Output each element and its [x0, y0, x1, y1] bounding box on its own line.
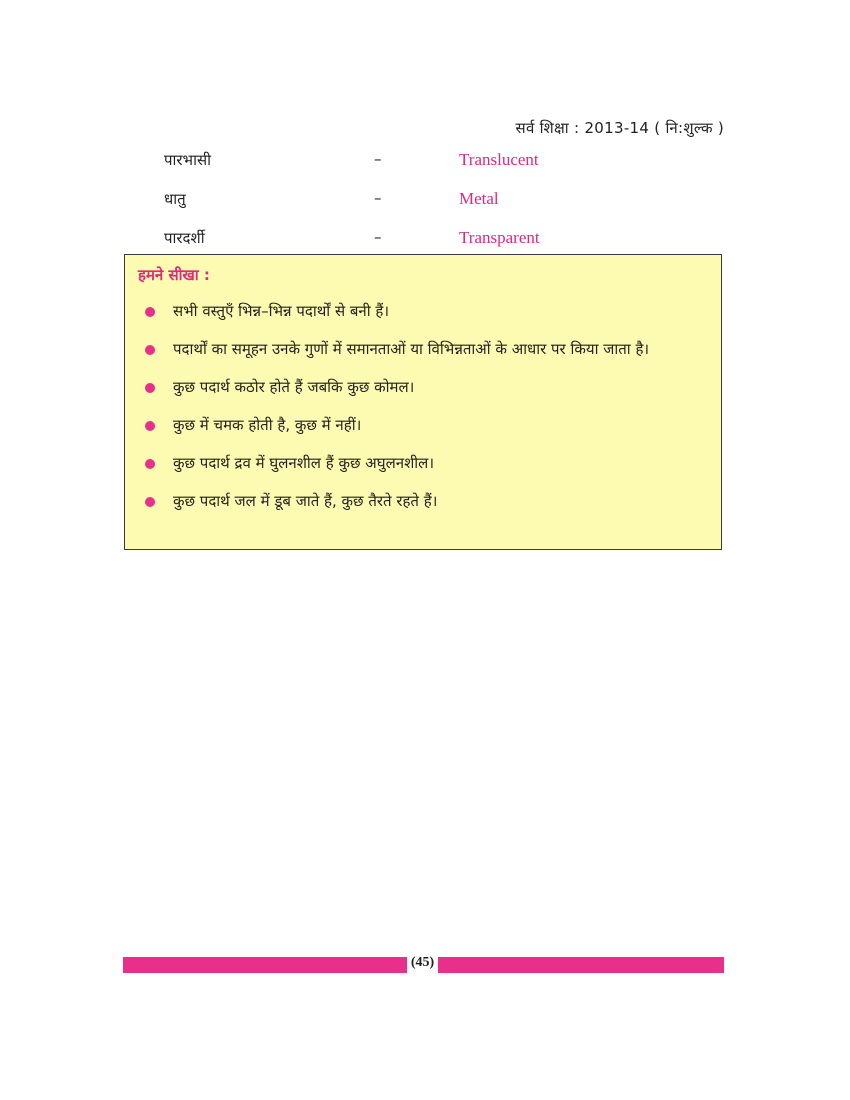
learned-item-text: कुछ पदार्थ जल में डूब जाते हैं, कुछ तैरते रहते हैं। [173, 492, 438, 510]
vocabulary-term: पारभासी [164, 151, 211, 169]
vocabulary-dash: – [374, 150, 382, 168]
learned-item-text: सभी वस्तुएँ भिन्न–भिन्न पदार्थों से बनी हैं। [173, 302, 390, 320]
learned-summary-box [124, 254, 722, 550]
page-number: (45) [410, 955, 435, 970]
bullet-icon [145, 421, 155, 431]
footer-bar-right [438, 957, 724, 973]
bullet-icon [145, 459, 155, 469]
learned-item [125, 299, 721, 324]
learned-item-text: कुछ पदार्थ कठोर होते हैं जबकि कुछ कोमल। [173, 378, 415, 396]
learned-item [125, 375, 721, 400]
bullet-icon [145, 497, 155, 507]
vocabulary-list [164, 146, 724, 263]
vocabulary-meaning: Transparent [459, 228, 540, 247]
learned-item-text: पदार्थों का समूहन उनके गुणों में समानताओं या विभिन्नताओं के आधार पर किया जाता है। [173, 340, 650, 358]
learned-item [125, 337, 721, 362]
vocabulary-dash: – [374, 189, 382, 207]
vocabulary-meaning: Translucent [459, 150, 539, 169]
vocabulary-row [164, 185, 724, 224]
learned-title: हमने सीखा : [138, 266, 210, 284]
footer-bar-left [123, 957, 407, 973]
vocabulary-term: धातु [164, 190, 186, 208]
learned-item [125, 451, 721, 476]
footer-bar [123, 957, 724, 973]
vocabulary-term: पारदर्शी [164, 229, 205, 247]
learned-item-text: कुछ में चमक होती है, कुछ में नहीं। [173, 416, 362, 434]
vocabulary-row [164, 146, 724, 185]
learned-item [125, 489, 721, 514]
bullet-icon [145, 345, 155, 355]
learned-list [125, 299, 721, 527]
vocabulary-meaning: Metal [459, 189, 499, 208]
learned-item [125, 413, 721, 438]
vocabulary-dash: – [374, 228, 382, 246]
header-note: सर्व शिक्षा : 2013-14 ( नि:शुल्क ) [515, 119, 724, 137]
bullet-icon [145, 383, 155, 393]
learned-item-text: कुछ पदार्थ द्रव में घुलनशील हैं कुछ अघुलनशील। [173, 454, 435, 472]
bullet-icon [145, 307, 155, 317]
